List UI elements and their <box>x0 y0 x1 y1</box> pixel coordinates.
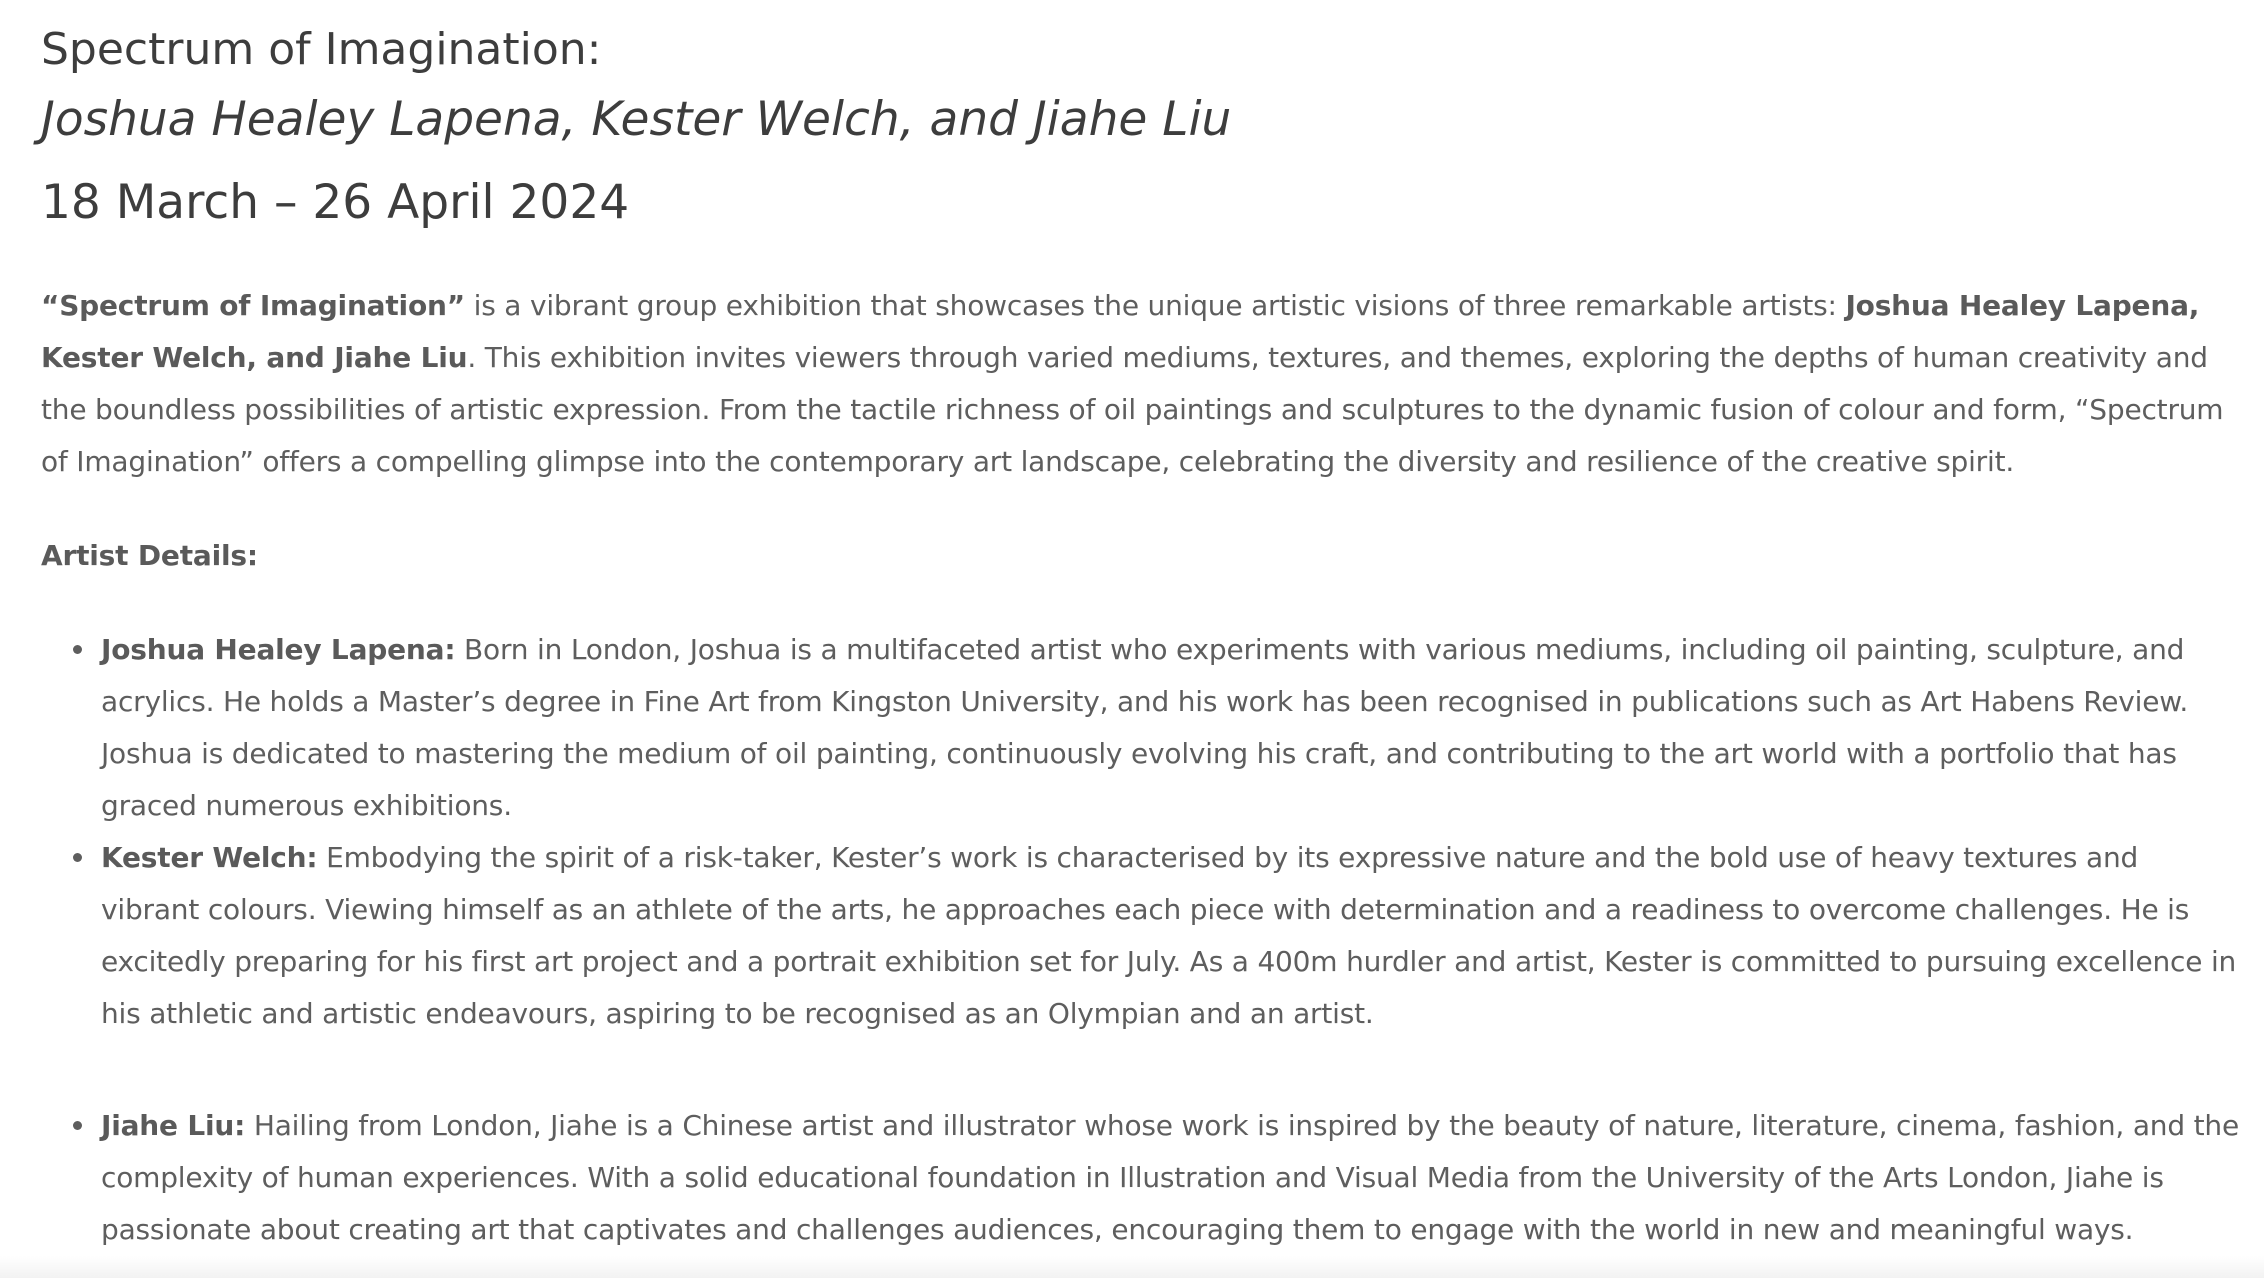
list-spacer <box>101 1040 2241 1100</box>
artist-bio: Born in London, Joshua is a multifaceted artist who experiments with various mediums, including oil painting, sculpture, and acrylics. He holds a Master’s degree in Fine Art from Kingston University, and his work has been recognised in publications such as Art Habens Review. Joshua is dedicated to mastering the medium of oil painting, continuously evolving his craft, and contributing to the art world with a portfolio that has graced numerous exhibitions. <box>101 633 2189 822</box>
list-item-jiahe <box>101 1100 2241 1256</box>
artist-bio: Embodying the spirit of a risk-taker, Kester’s work is characterised by its expressive nature and the bold use of heavy textures and vibrant colours. Viewing himself as an athlete of the arts, he approaches each piece with determination and a readiness to overcome challenges. He is excitedly preparing for his first art project and a portrait exhibition set for July. As a 400m hurdler and artist, Kester is committed to pursuing excellence in his athletic and artistic endeavours, aspiring to be recognised as an Olympian and an artist. <box>101 841 2237 1030</box>
artist-details-heading: Artist Details: <box>41 539 258 572</box>
artist-name: Kester Welch: <box>101 841 318 874</box>
bottom-edge-shadow <box>0 1256 2264 1278</box>
artist-list <box>41 624 2241 1256</box>
title-text: Spectrum of Imagination: <box>41 24 602 75</box>
intro-lead-bold: “Spectrum of Imagination” <box>41 289 465 322</box>
bullet-icon <box>73 645 82 654</box>
artist-bio: Hailing from London, Jiahe is a Chinese artist and illustrator whose work is inspired by the beauty of nature, literature, cinema, fashion, and the complexity of human experiences. With a solid educational foundation in Illustration and Visual Media from the University of the Arts London, Jiahe is passionate about creating art that captivates and challenges audiences, encouraging them to engage with the world in new and meaningful ways. <box>101 1109 2239 1246</box>
intro-text-2: . This exhibition invites viewers through varied mediums, textures, and themes, exploring the depths of human creativity and the boundless possibilities of artistic expression. From the tactile richness of oil paintings and sculptures to the dynamic fusion of colour and form, “Spectrum of Imagination” offers a compelling glimpse into the contemporary art landscape, celebrating the diversity and resilience of the creative spirit. <box>41 341 2224 478</box>
intro-paragraph <box>41 280 2241 488</box>
bullet-icon <box>73 853 82 862</box>
artist-name: Joshua Healey Lapena: <box>101 633 456 666</box>
exhibition-dates: 18 March – 26 April 2024 <box>41 175 630 230</box>
title-artists: Joshua Healey Lapena, Kester Welch, and Jiahe Liu <box>41 92 1232 147</box>
intro-artists-bold: Joshua Healey Lapena, Kester Welch, and Jiahe Liu <box>41 289 2200 374</box>
intro-text-1: is a vibrant group exhibition that showcases the unique artistic visions of three remarkable artists: <box>464 289 1846 322</box>
artist-name: Jiahe Liu: <box>101 1109 246 1142</box>
bullet-icon <box>73 1121 82 1130</box>
exhibition-content <box>41 280 2241 1256</box>
list-item-joshua <box>101 624 2241 832</box>
list-item-kester <box>101 832 2241 1040</box>
